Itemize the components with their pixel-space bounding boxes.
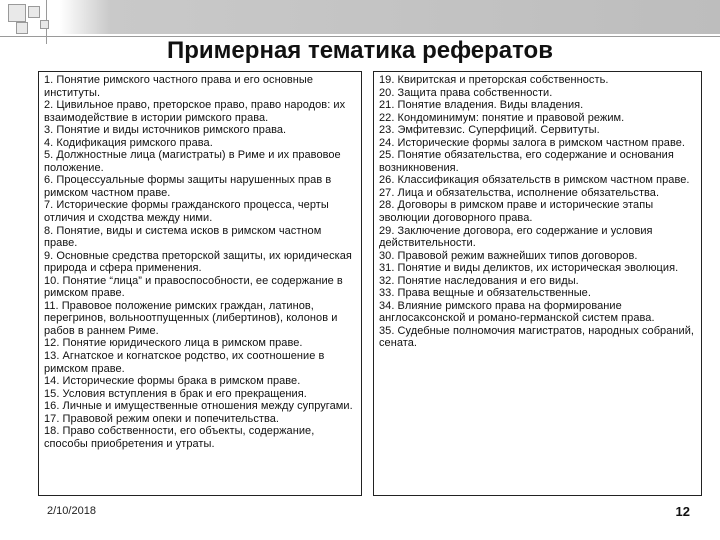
- topic-item: 5. Должностные лица (магистраты) в Риме и их правовое положение.: [44, 149, 341, 174]
- topic-item: 34. Влияние римского права на формирование англосаксонской и романо-германской систем права.: [379, 299, 655, 325]
- topic-item: 1. Понятие римского частного права и его основные институты.: [44, 74, 314, 99]
- decoration-square: [28, 6, 40, 18]
- topic-item: 20. Защита права собственности.: [379, 86, 553, 99]
- topic-item: 3. Понятие и виды источников римского права.: [44, 124, 287, 137]
- topics-left-panel: [38, 71, 362, 496]
- topic-item: 11. Правовое положение римских граждан, латинов, перегринов, вольноотпущенных (либертинов), колонов и рабов в раннем Риме.: [44, 299, 338, 337]
- header-decoration-band: [0, 0, 720, 34]
- topic-item: 21. Понятие владения. Виды владения.: [379, 99, 584, 112]
- topic-item: 18. Право собственности, его объекты, содержание, способы приобретения и утраты.: [44, 425, 315, 450]
- topic-item: 33. Права вещные и обязательственные.: [379, 287, 591, 300]
- topic-item: 10. Понятие “лица” и правоспособности, ее содержание в римском праве.: [44, 274, 343, 300]
- page-number: 12: [675, 504, 690, 519]
- topic-item: 32. Понятие наследования и его виды.: [379, 274, 579, 287]
- topic-item: 12. Понятие юридического лица в римском праве.: [44, 337, 303, 350]
- decoration-square: [8, 4, 26, 22]
- topic-item: 29. Заключение договора, его содержание и условия действительности.: [379, 224, 653, 250]
- topic-item: 27. Лица и обязательства, исполнение обязательства.: [379, 186, 660, 199]
- topic-item: 30. Правовой режим важнейших типов договоров.: [379, 249, 638, 262]
- topic-item: 25. Понятие обязательства, его содержание и основания возникновения.: [379, 149, 674, 174]
- topic-item: 2. Цивильное право, преторское право, право народов: их взаимодействие в истории римского права.: [44, 99, 346, 124]
- slide-date: 2/10/2018: [47, 505, 96, 517]
- topic-item: 24. Исторические формы залога в римском частном праве.: [379, 136, 685, 149]
- topic-item: 28. Договоры в римском праве и исторические этапы эволюции договорного права.: [379, 199, 654, 225]
- topic-item: 22. Кондоминимум: понятие и правовой режим.: [379, 111, 625, 124]
- topic-item: 35. Судебные полномочия магистратов, народных собраний, сената.: [379, 324, 695, 350]
- decoration-square: [40, 20, 49, 29]
- topic-item: 13. Агнатское и когнатское родство, их соотношение в римском праве.: [44, 350, 325, 375]
- topic-item: 17. Правовой режим опеки и попечительства.: [44, 412, 280, 425]
- topic-item: 6. Процессуальные формы защиты нарушенных прав в римском частном праве.: [44, 174, 332, 199]
- topic-item: 14. Исторические формы брака в римском праве.: [44, 375, 301, 388]
- topic-item: 4. Кодификация римского права.: [44, 136, 213, 149]
- topic-item: 8. Понятие, виды и система исков в римском частном праве.: [44, 224, 322, 250]
- topic-item: 23. Эмфитевзис. Суперфиций. Сервитуты.: [379, 124, 600, 137]
- topic-item: 19. Квиритская и преторская собственность.: [379, 74, 609, 86]
- topic-item: 26. Классификация обязательств в римском частном праве.: [379, 174, 690, 187]
- topic-item: 9. Основные средства преторской защиты, их юридическая природа и сфера применения.: [44, 249, 352, 275]
- topic-item: 16. Личные и имущественные отношения между супругами.: [44, 400, 353, 413]
- topics-right-panel: [373, 71, 702, 496]
- decoration-square: [16, 22, 28, 34]
- topic-item: 7. Исторические формы гражданского процесса, черты отличия и сходства между ними.: [44, 199, 329, 225]
- topic-item: 31. Понятие и виды деликтов, их историческая эволюция.: [379, 262, 679, 275]
- slide-title: Примерная тематика рефератов: [167, 37, 553, 64]
- topic-item: 15. Условия вступления в брак и его прекращения.: [44, 387, 307, 400]
